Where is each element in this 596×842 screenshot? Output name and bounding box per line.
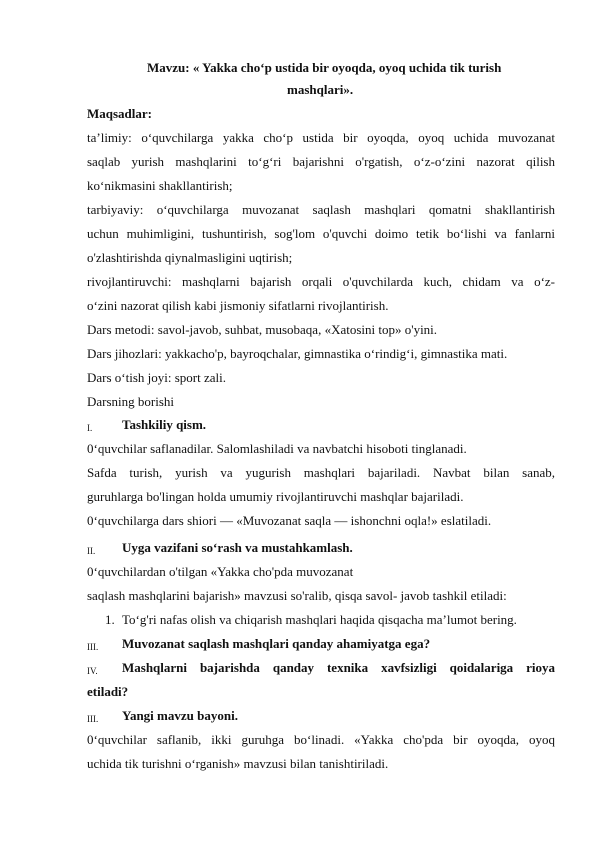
tarbiyaviy-line-1: tarbiyaviy: o‘quvchilarga muvozanat saqlash mashqlari qomatni shakllantirish	[87, 202, 555, 217]
section-5-heading: Yangi mavzu bayoni.	[122, 708, 238, 723]
section-1-heading: Tashkiliy qism.	[122, 417, 207, 432]
tarbiyaviy-line-2: uchun muhimligini, tushuntirish, sog'lom o'quvchi doimo tetik bo‘lishi va fanlarni	[87, 226, 555, 241]
list-item-1-number: 1.	[105, 612, 115, 627]
rivojlantiruvchi-line-1: rivojlantiruvchi: mashqlarni bajarish orqali o'quvchilarda kuch, chidam va o‘z-	[87, 274, 555, 289]
section-5-number: III.	[87, 714, 99, 724]
section-2-line-1: 0‘quvchilardan o'tilgan «Yakka cho'pda muvozanat	[87, 564, 354, 579]
maqsadlar-heading: Maqsadlar:	[87, 106, 152, 121]
darsning-borishi: Darsning borishi	[87, 394, 175, 409]
talimiy-line-3: ko‘nikmasini shakllantirish;	[87, 178, 233, 193]
section-4-heading-line-1: Mashqlarni bajarishda qanday texnika xavfsizligi qoidalariga rioya	[122, 660, 555, 675]
section-1-line-3: guruhlarga bo'lingan holda umumiy rivojlantiruvchi mashqlar bajariladi.	[87, 489, 464, 504]
rivojlantiruvchi-line-2: o‘zini nazorat qilish kabi jismoniy sifatlarni rivojlantirish.	[87, 298, 389, 313]
section-3-heading: Muvozanat saqlash mashqlari qanday ahamiyatga ega?	[122, 636, 431, 651]
dars-jihozlari: Dars jihozlari: yakkacho'p, bayroqchalar, gimnastika o‘rindig‘i, gimnastika mati.	[87, 346, 508, 361]
section-1-number: I.	[87, 423, 93, 433]
talimiy-line-2: saqlab yurish mashqlarini to‘g‘ri bajarishni o'rgatish, o‘z-o‘zini nazorat qilish	[87, 154, 555, 169]
section-5-line-1: 0‘quvchilar saflanib, ikki guruhga bo‘linadi. «Yakka cho'pda bir oyoqda, oyoq	[87, 732, 555, 747]
section-4-number: IV.	[87, 666, 98, 676]
section-2-heading: Uyga vazifani so‘rash va mustahkamlash.	[122, 540, 353, 555]
dars-metodi: Dars metodi: savol-javob, suhbat, musobaqa, «Xatosini top» o'yini.	[87, 322, 438, 337]
section-1-line-1: 0‘quvchilar saflanadilar. Salomlashiladi va navbatchi hisoboti tinglanadi.	[87, 441, 467, 456]
list-item-1-text: To‘g'ri nafas olish va chiqarish mashqlari haqida qisqacha ma’lumot bering.	[122, 612, 517, 627]
dars-joyi: Dars o‘tish joyi: sport zali.	[87, 370, 227, 385]
talimiy-line-1: ta’limiy: o‘quvchilarga yakka cho‘p ustida bir oyoqda, oyoq uchida muvozanat	[87, 130, 555, 145]
title-line-1: Mavzu: « Yakka cho‘p ustida bir oyoqda, oyoq uchida tik turish	[147, 60, 502, 75]
section-1-line-2: Safda turish, yurish va yugurish mashqlari bajariladi. Navbat bilan sanab,	[87, 465, 555, 480]
section-4-heading-line-2: etiladi?	[87, 684, 129, 699]
section-2-number: II.	[87, 546, 96, 556]
section-1-line-4: 0‘quvchilarga dars shiori — «Muvozanat saqla — ishonchni oqla!» eslatiladi.	[87, 513, 492, 528]
section-5-line-2: uchida tik turishni o‘rganish» mavzusi bilan tanishtiriladi.	[87, 756, 389, 771]
section-3-number: III.	[87, 642, 99, 652]
tarbiyaviy-line-3: o'zlashtirishda qiynalmasligini uqtirish;	[87, 250, 293, 265]
title-line-2: mashqlari».	[287, 82, 354, 97]
section-2-line-2: saqlash mashqlarini bajarish» mavzusi so'ralib, qisqa savol- javob tashkil etiladi:	[87, 588, 507, 603]
